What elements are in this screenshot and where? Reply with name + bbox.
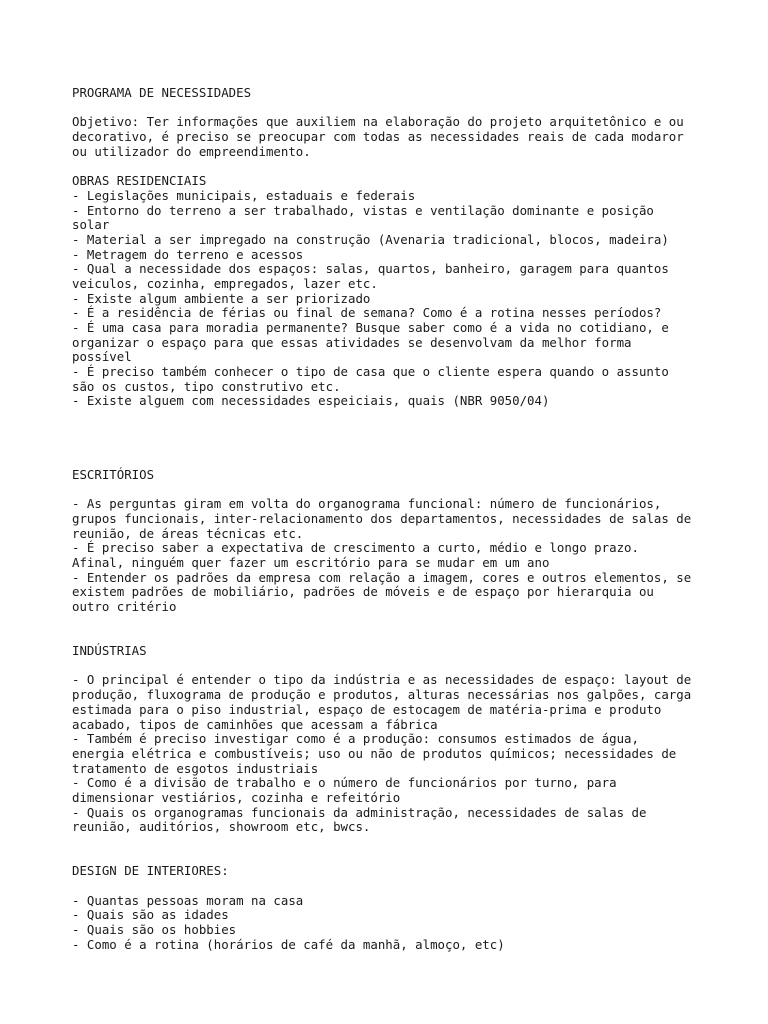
objective-line: Objetivo: Ter informações que auxiliem na elaboração do projeto arquitetônico e ou bbox=[72, 114, 684, 130]
objective-line: ou utilizador do empreendimento. bbox=[72, 143, 311, 159]
list-item: organizar o espaço para que essas atividades se desenvolvam da melhor forma bbox=[72, 334, 632, 350]
section-heading: OBRAS RESIDENCIAIS bbox=[72, 173, 207, 189]
list-item: - Material a ser impregado na construção (Avenaria tradicional, blocos, madeira) bbox=[72, 231, 669, 247]
list-item: tratamento de esgotos industriais bbox=[72, 760, 319, 776]
list-item: - Existe alguem com necessidades espeiciais, quais (NBR 9050/04) bbox=[72, 393, 550, 409]
section-heading: DESIGN DE INTERIORES: bbox=[72, 863, 229, 879]
list-item: - É uma casa para moradia permanente? Busque saber como é a vida no cotidiano, e bbox=[72, 320, 669, 335]
section-escritorios bbox=[72, 468, 712, 615]
list-item: existem padrões de mobiliário, padrões de móveis e de espaço por hierarquia ou bbox=[72, 584, 654, 600]
list-item: reunião, de áreas técnicas etc. bbox=[72, 525, 304, 541]
list-item: - Existe algum ambiente a ser priorizado bbox=[72, 290, 371, 306]
section-industrias bbox=[72, 644, 712, 835]
section-interiores bbox=[72, 864, 712, 952]
list-item: - As perguntas giram em volta do organograma funcional: número de funcionários, bbox=[72, 496, 662, 512]
objective-paragraph bbox=[72, 115, 712, 159]
list-item: outro critério bbox=[72, 599, 177, 614]
list-item: - Também é preciso investigar como é a produção: consumos estimados de água, bbox=[72, 731, 639, 747]
list-item: - Quais os organogramas funcionais da administração, necessidades de salas de bbox=[72, 804, 647, 820]
list-item: produção, fluxograma de produção e produtos, alturas necessárias nos galpões, carga bbox=[72, 687, 692, 703]
list-item: - Metragem do terreno e acessos bbox=[72, 246, 304, 262]
list-item: energia elétrica e combustíveis; uso ou não de produtos químicos; necessidades de bbox=[72, 745, 677, 761]
document-title: PROGRAMA DE NECESSIDADES bbox=[72, 85, 252, 100]
list-item: - Quais são as idades bbox=[72, 907, 229, 923]
list-item: veiculos, cozinha, empregados, lazer etc. bbox=[72, 275, 378, 291]
section-heading: INDÚSTRIAS bbox=[72, 643, 147, 659]
list-item: reunião, auditórios, showroom etc, bwcs. bbox=[72, 819, 371, 835]
section-residenciais bbox=[72, 174, 712, 409]
list-item: - O principal é entender o tipo da indústria e as necessidades de espaço: layout de bbox=[72, 672, 692, 688]
list-item: - Como é a rotina (horários de café da manhã, almoço, etc) bbox=[72, 936, 505, 952]
list-item: - Legislações municipais, estaduais e federais bbox=[72, 187, 416, 203]
document-page bbox=[72, 86, 712, 953]
list-item: são os custos, tipo construtivo etc. bbox=[72, 378, 341, 394]
list-item: - Entorno do terreno a ser trabalhado, vistas e ventilação dominante e posição bbox=[72, 202, 654, 218]
list-item: - É preciso também conhecer o tipo de casa que o cliente espera quando o assunto bbox=[72, 364, 669, 380]
list-item: dimensionar vestiários, cozinha e refeitório bbox=[72, 789, 401, 805]
list-item: - Quantas pessoas moram na casa bbox=[72, 892, 304, 908]
list-item: grupos funcionais, inter-relacionamento dos departamentos, necessidades de salas de bbox=[72, 510, 692, 526]
list-item: - Qual a necessidade dos espaços: salas, quartos, banheiro, garagem para quantos bbox=[72, 261, 669, 277]
list-item: Afinal, ninguém quer fazer um escritório para se mudar em um ano bbox=[72, 554, 550, 570]
list-item: acabado, tipos de caminhões que acessam a fábrica bbox=[72, 716, 438, 732]
list-item: - É a residência de férias ou final de semana? Como é a rotina nesses períodos? bbox=[72, 305, 662, 321]
list-item: solar bbox=[72, 217, 110, 233]
list-item: estimada para o piso industrial, espaço de estocagem de matéria-prima e produto bbox=[72, 701, 662, 717]
section-heading: ESCRITÓRIOS bbox=[72, 466, 155, 482]
list-item: - Quais são os hobbies bbox=[72, 922, 237, 938]
list-item: - É preciso saber a expectativa de crescimento a curto, médio e longo prazo. bbox=[72, 540, 639, 556]
list-item: possível bbox=[72, 349, 132, 365]
list-item: - Entender os padrões da empresa com relação a imagem, cores e outros elementos, se bbox=[72, 569, 692, 585]
objective-line: decorativo, é preciso se preocupar com todas as necessidades reais de cada modaror bbox=[72, 129, 684, 145]
list-item: - Como é a divisão de trabalho e o número de funcionários por turno, para bbox=[72, 775, 617, 791]
